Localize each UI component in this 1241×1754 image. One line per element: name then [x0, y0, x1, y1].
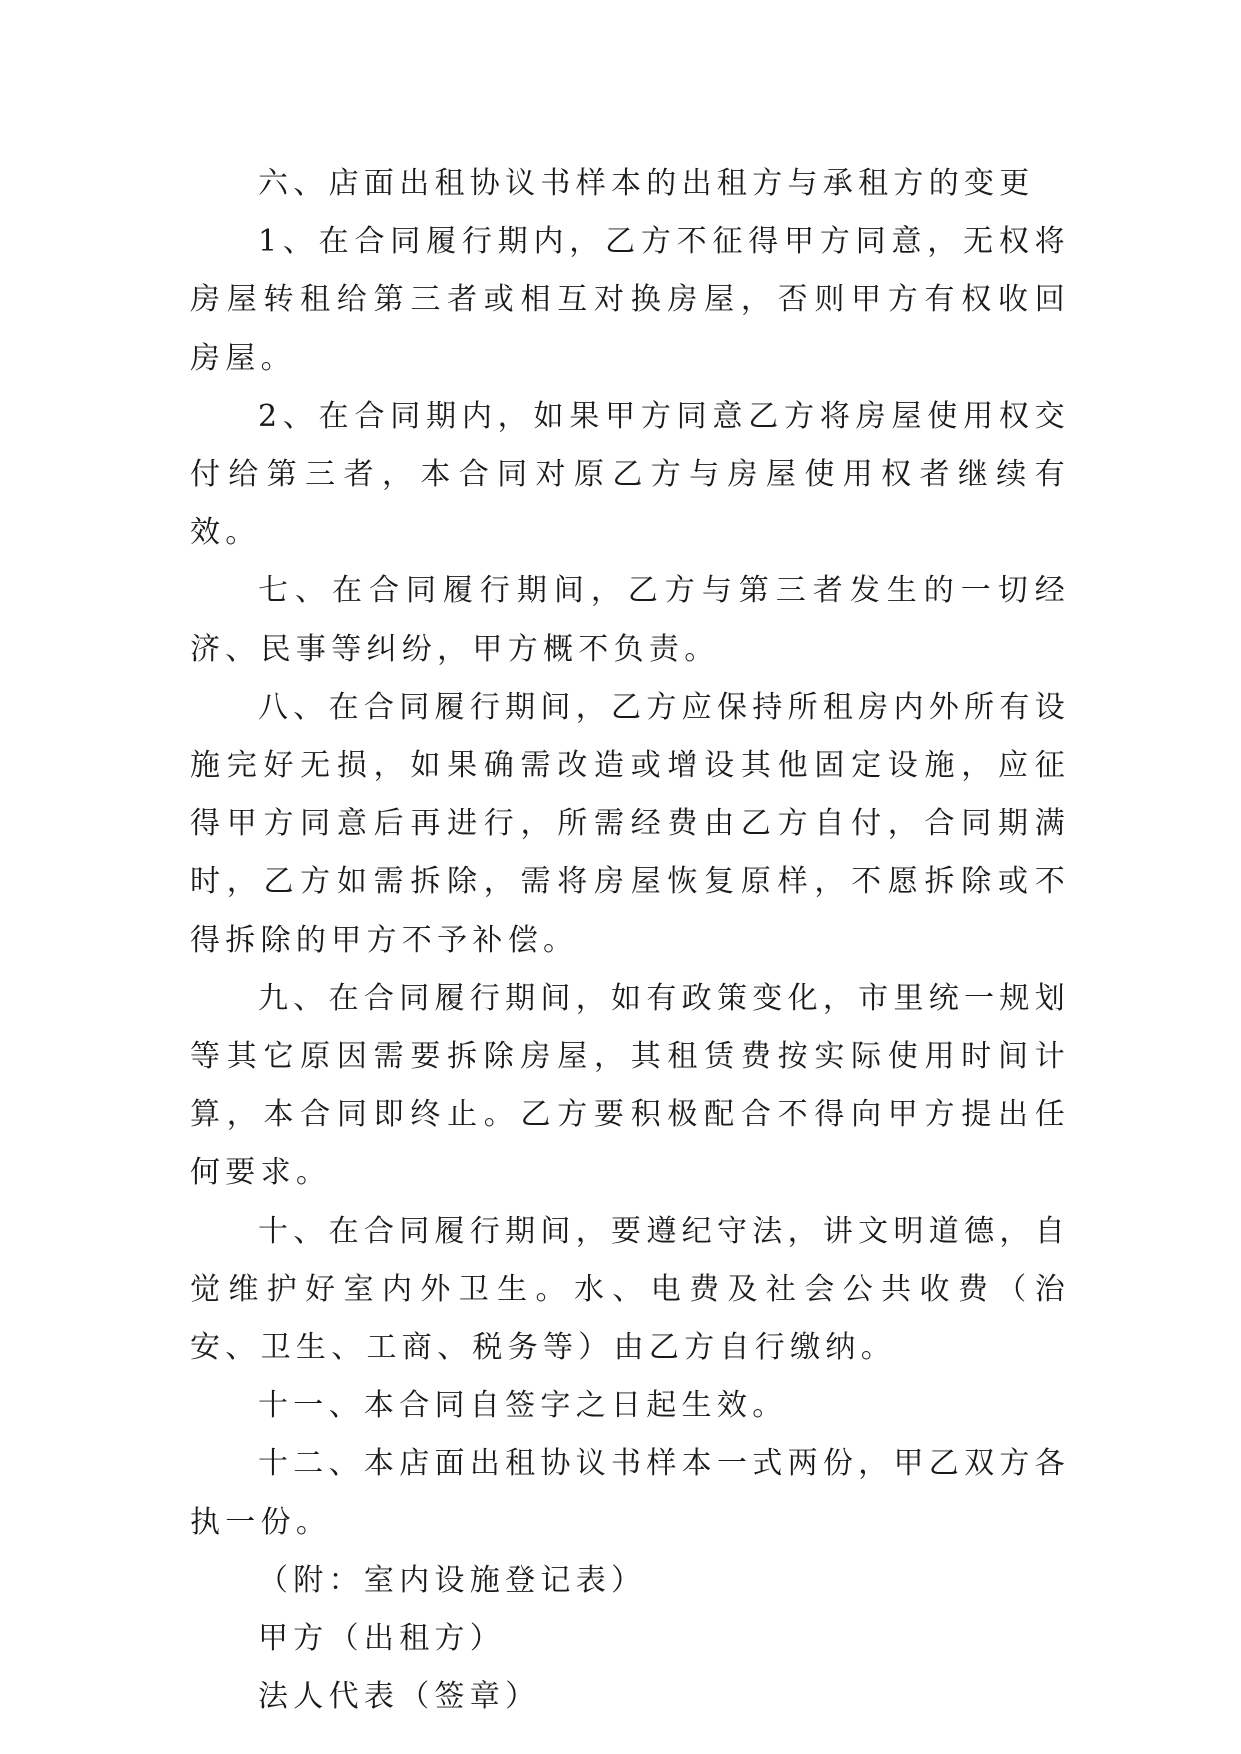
clause-6-heading: 六、店面出租协议书样本的出租方与承租方的变更: [258, 166, 1035, 201]
legal-representative-label: 法人代表（签章）: [258, 1679, 541, 1715]
clause-11: 十一、本合同自签字之日起生效。: [258, 1388, 788, 1424]
clause-6-item-1: 1、在合同履行期内，乙方不征得甲方同意，无权将房屋转租给第三者或相互对换房屋，否则甲方有权收回房屋。: [190, 224, 1070, 376]
clause-9: 九、在合同履行期间，如有政策变化，市里统一规划等其它原因需要拆除房屋，其租赁费按实际使用时间计算，本合同即终止。乙方要积极配合不得向甲方提出任何要求。: [190, 980, 1070, 1191]
clause-7: 七、在合同履行期间，乙方与第三者发生的一切经济、民事等纠纷，甲方概不负责。: [190, 573, 1070, 667]
party-a-label: 甲方（出租方）: [258, 1621, 506, 1657]
clause-6-item-2: 2、在合同期内，如果甲方同意乙方将房屋使用权交付给第三者，本合同对原乙方与房屋使用权者继续有效。: [190, 398, 1070, 551]
attachment-note: （附：室内设施登记表）: [258, 1562, 647, 1598]
clause-8: 八、在合同履行期间，乙方应保持所租房内外所有设施完好无损，如果确需改造或增设其他固定设施，应征得甲方同意后再进行，所需经费由乙方自付，合同期满时，乙方如需拆除，需将房屋恢复原样，不愿拆除或不得拆除的甲方不予补偿。: [190, 689, 1070, 958]
clause-10: 十、在合同履行期间，要遵纪守法，讲文明道德，自觉维护好室内外卫生。水、电费及社会公共收费（治安、卫生、工商、税务等）由乙方自行缴纳。: [190, 1213, 1070, 1366]
clause-12: 十二、本店面出租协议书样本一式两份，甲乙双方各执一份。: [190, 1446, 1070, 1540]
contract-body: [190, 155, 1070, 1726]
